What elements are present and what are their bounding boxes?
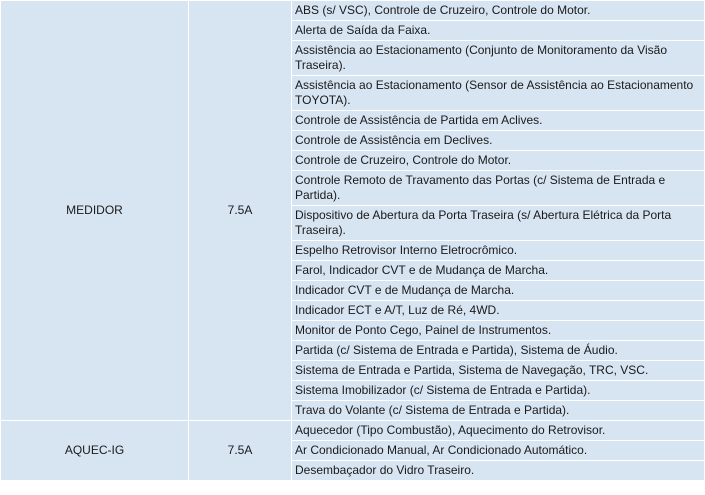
circuit-cell: Controle de Assistência de Partida em Aclives.	[292, 111, 704, 130]
circuit-cell: Desembaçador do Vidro Traseiro.	[292, 461, 704, 480]
circuit-cell: Controle de Cruzeiro, Controle do Motor.	[292, 151, 704, 170]
circuit-cell: Ar Condicionado Manual, Ar Condicionado Automático.	[292, 441, 704, 460]
circuit-cell: Aquecedor (Tipo Combustão), Aquecimento do Retrovisor.	[292, 421, 704, 440]
circuit-cell: Trava do Volante (c/ Sistema de Entrada e Partida).	[292, 401, 704, 420]
circuit-cell: Assistência ao Estacionamento (Sensor de Assistência ao Estacionamento TOYOTA).	[292, 76, 704, 110]
circuit-cell: Monitor de Ponto Cego, Painel de Instrumentos.	[292, 321, 704, 340]
circuit-cell: Dispositivo de Abertura da Porta Traseira (s/ Abertura Elétrica da Porta Traseira).	[292, 206, 704, 240]
circuit-cell: Espelho Retrovisor Interno Eletrocrômico.	[292, 241, 704, 260]
circuit-cell: Indicador ECT e A/T, Luz de Ré, 4WD.	[292, 301, 704, 320]
circuit-cell: Farol, Indicador CVT e de Mudança de Marcha.	[292, 261, 704, 280]
circuit-cell: ABS (s/ VSC), Controle de Cruzeiro, Controle do Motor.	[292, 1, 704, 20]
fuse-amperage-cell: 7.5A	[189, 421, 291, 480]
fuse-name-cell: MEDIDOR	[1, 1, 188, 420]
circuit-cell: Sistema de Entrada e Partida, Sistema de Navegação, TRC, VSC.	[292, 361, 704, 380]
fuse-amperage-cell: 7.5A	[189, 1, 291, 420]
circuit-cell: Indicador CVT e de Mudança de Marcha.	[292, 281, 704, 300]
circuit-cell: Partida (c/ Sistema de Entrada e Partida), Sistema de Áudio.	[292, 341, 704, 360]
circuit-cell: Controle de Assistência em Declives.	[292, 131, 704, 150]
circuit-cell: Controle Remoto de Travamento das Portas (c/ Sistema de Entrada e Partida).	[292, 171, 704, 205]
fuse-table-body	[1, 1, 704, 480]
table-row	[1, 421, 704, 440]
circuit-cell: Sistema Imobilizador (c/ Sistema de Entrada e Partida).	[292, 381, 704, 400]
circuit-cell: Assistência ao Estacionamento (Conjunto de Monitoramento da Visão Traseira).	[292, 41, 704, 75]
fuse-name-cell: AQUEC-IG	[1, 421, 188, 480]
circuit-cell: Alerta de Saída da Faixa.	[292, 21, 704, 40]
table-row	[1, 1, 704, 20]
